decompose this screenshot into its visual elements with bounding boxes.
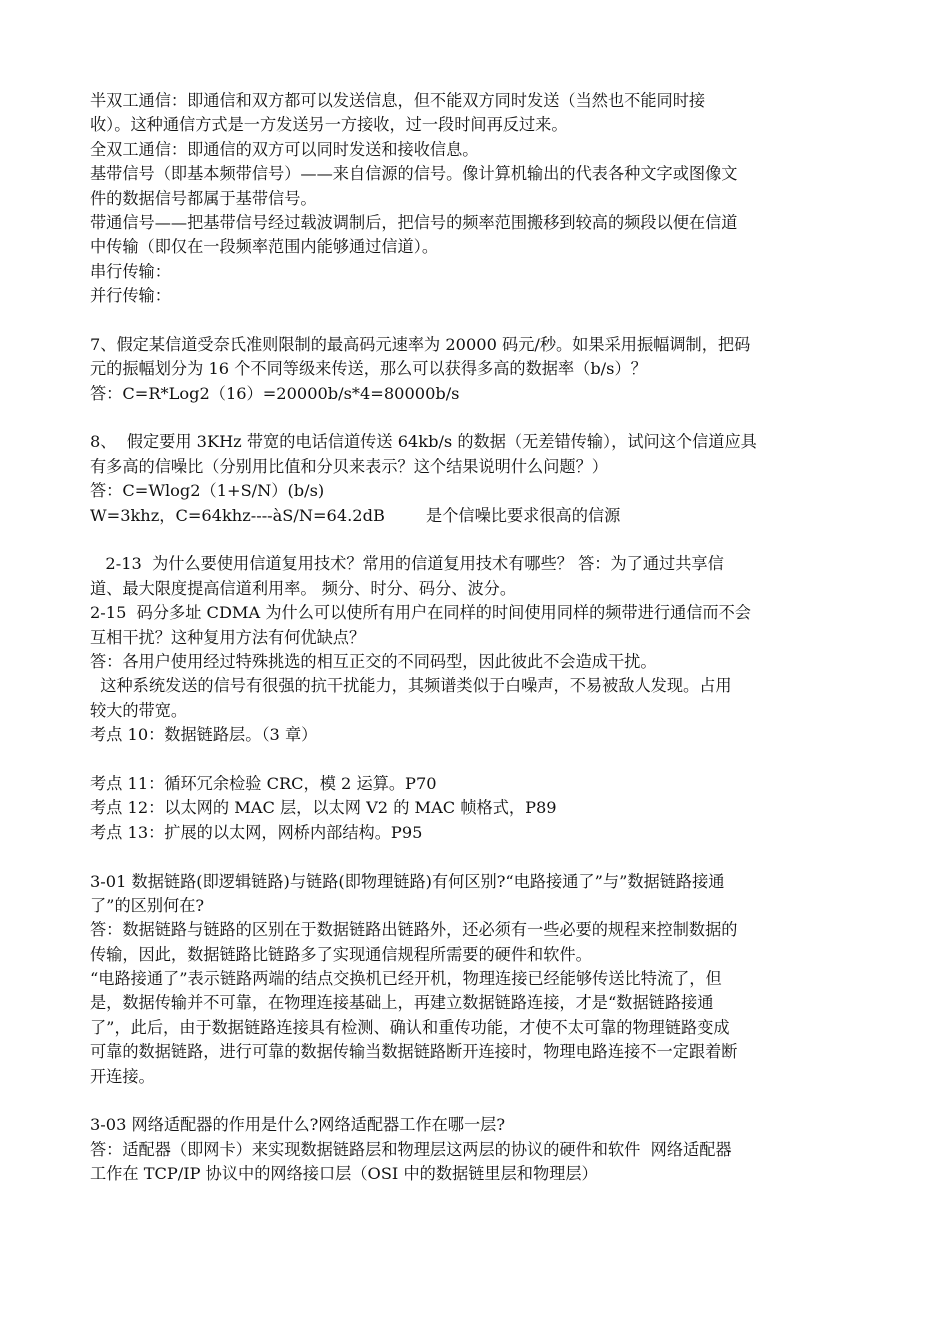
paragraph-gap <box>90 748 860 772</box>
text-line: 是，数据传输并不可靠，在物理连接基础上，再建立数据链路连接，才是“数据链路接通 <box>90 993 714 1013</box>
text-line: 了”，此后，由于数据链路连接具有检测、确认和重传功能，才使不太可靠的物理链路变成 <box>90 1017 730 1037</box>
text-block <box>90 333 860 406</box>
text-line: 互相干扰？这种复用方法有何优缺点？ <box>90 627 366 647</box>
paragraph-gap <box>90 1089 860 1113</box>
text-line: 半双工通信：即通信和双方都可以发送信息，但不能双方同时发送（当然也不能同时接 <box>90 91 706 110</box>
paragraph-gap <box>90 528 860 552</box>
text-line: 传输，因此，数据链路比链路多了实现通信规程所需要的硬件和软件。 <box>90 944 592 964</box>
text-line: 答：适配器（即网卡）来实现数据链路层和物理层这两层的协议的硬件和软件 网络适配器 <box>90 1139 732 1159</box>
text-line: 考点 11：循环冗余检验 CRC，模 2 运算。P70 <box>90 773 437 793</box>
text-line: 基带信号（即基本频带信号）——来自信源的信号。像计算机输出的代表各种文字或图像文 <box>90 164 738 184</box>
text-line: “电路接通了”表示链路两端的结点交换机已经开机，物理连接已经能够传送比特流了，但 <box>90 969 722 989</box>
text-line: 工作在 TCP/IP 协议中的网络接口层（OSI 中的数据链里层和物理层） <box>90 1164 598 1184</box>
text-line: 中传输（即仅在一段频率范围内能够通过信道）。 <box>90 237 439 257</box>
text-line: 可靠的数据链路，进行可靠的数据传输当数据链路断开连接时，物理电路连接不一定跟着断 <box>90 1042 738 1062</box>
text-line: 全双工通信：即通信的双方可以同时发送和接收信息。 <box>90 139 479 159</box>
text-line: W=3khz，C=64khz----àS/N=64.2dB 是个信噪比要求很高的信源 <box>90 505 621 525</box>
text-line: 答：C=R*Log2（16）=20000b/s*4=80000b/s <box>90 383 460 403</box>
text-line: 元的振幅划分为 16 个不同等级来传送，那么可以获得多高的数据率（b/s）？ <box>90 359 647 379</box>
text-line: 开连接。 <box>90 1066 155 1086</box>
paragraph-gap <box>90 406 860 430</box>
text-line: 2-15 码分多址 CDMA 为什么可以使所有用户在同样的时间使用同样的频带进行通信而不会 <box>90 603 751 623</box>
text-line: 收）。这种通信方式是一方发送另一方接收，过一段时间再反过来。 <box>90 115 568 135</box>
text-line: 3-03 网络适配器的作用是什么?网络适配器工作在哪一层? <box>90 1115 505 1135</box>
text-line: 道、最大限度提高信道利用率。 频分、时分、码分、波分。 <box>90 578 517 598</box>
text-line: 考点 10：数据链路层。（3 章） <box>90 725 318 745</box>
text-line: 这种系统发送的信号有很强的抗干扰能力，其频谱类似于白噪声，不易被敌人发现。占用 <box>90 676 732 696</box>
text-line: 8、 假定要用 3KHz 带宽的电话信道传送 64kb/s 的数据（无差错传输），试问这个信道应具 <box>90 432 757 452</box>
text-block <box>90 430 860 528</box>
text-line: 3-01 数据链路(即逻辑链路)与链路(即物理链路)有何区别?“电路接通了”与”数据链路接通 <box>90 871 725 891</box>
text-block <box>90 1113 860 1186</box>
text-block <box>90 89 860 309</box>
text-block <box>90 772 860 845</box>
text-block <box>90 552 860 747</box>
text-block <box>90 870 860 1090</box>
paragraph-gap <box>90 845 860 869</box>
text-line: 答：C=Wlog2（1+S/N）(b/s) <box>90 481 325 501</box>
text-line: 串行传输： <box>90 261 171 281</box>
text-line: 考点 12：以太网的 MAC 层，以太网 V2 的 MAC 帧格式，P89 <box>90 798 557 818</box>
text-line: 较大的带宽。 <box>90 700 188 720</box>
text-line: 2-13 为什么要使用信道复用技术？常用的信道复用技术有哪些？ 答：为了通过共享信 <box>90 554 724 574</box>
text-line: 7、假定某信道受奈氏准则限制的最高码元速率为 20000 码元/秒。如果采用振幅调制，把码 <box>90 334 751 354</box>
text-line: 了”的区别何在? <box>90 895 205 915</box>
text-line: 带通信号——把基带信号经过载波调制后，把信号的频率范围搬移到较高的频段以便在信道 <box>90 212 738 232</box>
text-line: 有多高的信噪比（分别用比值和分贝来表示？这个结果说明什么问题？） <box>90 456 608 476</box>
text-line: 考点 13：扩展的以太网，网桥内部结构。P95 <box>90 822 423 842</box>
text-line: 并行传输： <box>90 286 171 306</box>
text-line: 答：数据链路与链路的区别在于数据链路出链路外，还必须有一些必要的规程来控制数据的 <box>90 920 738 940</box>
text-line: 件的数据信号都属于基带信号。 <box>90 188 317 208</box>
paragraph-gap <box>90 309 860 333</box>
text-line: 答：各用户使用经过特殊挑选的相互正交的不同码型，因此彼此不会造成干扰。 <box>90 651 657 671</box>
